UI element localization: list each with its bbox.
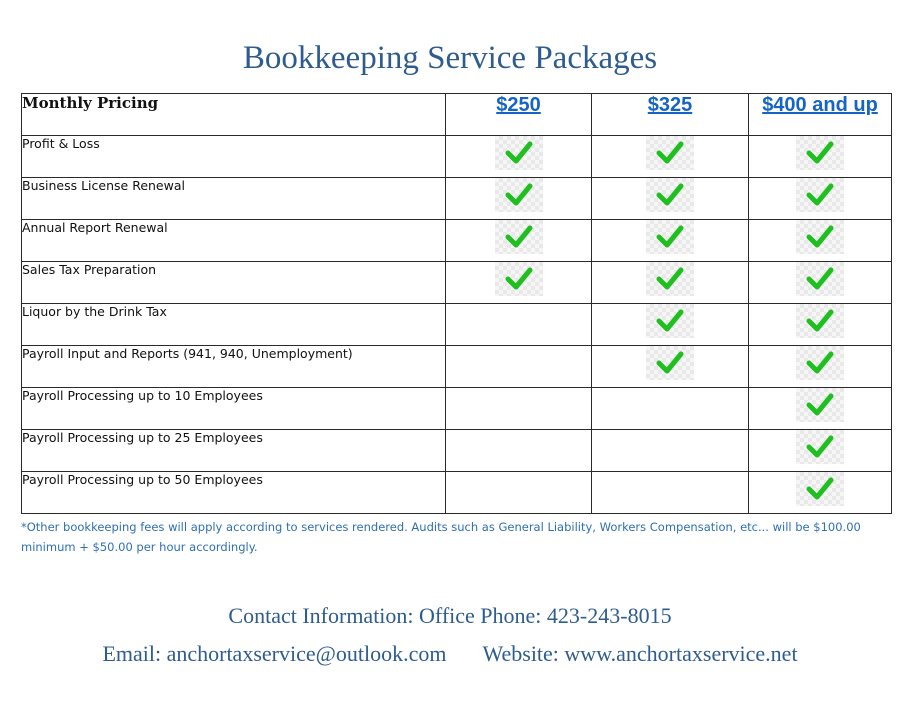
table-row (22, 388, 892, 430)
table-row (22, 346, 892, 388)
checkmark-icon (495, 262, 543, 296)
package-price-link[interactable]: $325 (647, 94, 693, 116)
package-cell (749, 388, 892, 430)
package-cell (592, 388, 749, 430)
table-row (22, 220, 892, 262)
package-cell (592, 430, 749, 472)
checkmark-icon (495, 220, 543, 254)
package-cell (749, 262, 892, 304)
checkmark-icon (646, 346, 694, 380)
package-cell (749, 472, 892, 514)
additional-fees-note: *Other bookkeeping fees will apply according to services rendered. Audits such as General Liability, Workers Compensation, etc... will be $100.00 minimum + $50.00 per hour accordingly. (21, 520, 861, 554)
package-cell (592, 346, 749, 388)
package-cell (446, 472, 592, 514)
checkmark-icon (796, 304, 844, 338)
checkmark-icon (796, 262, 844, 296)
service-label: Profit & Loss (22, 136, 446, 178)
package-cell (749, 136, 892, 178)
contact-phone-line: Contact Information: Office Phone: 423-243-8015 (228, 603, 672, 628)
table-row (22, 304, 892, 346)
contact-web-line (0, 641, 900, 667)
service-label: Payroll Processing up to 50 Employees (22, 472, 446, 514)
package-cell (592, 136, 749, 178)
package-cell (446, 136, 592, 178)
checkmark-icon (796, 346, 844, 380)
contact-email: Email: anchortaxservice@outlook.com (102, 641, 447, 666)
package-cell (446, 346, 592, 388)
checkmark-icon (796, 472, 844, 506)
package-cell (446, 304, 592, 346)
package-cell (446, 388, 592, 430)
monthly-pricing-header: Monthly Pricing (22, 94, 446, 136)
checkmark-icon (646, 262, 694, 296)
package-cell (592, 178, 749, 220)
table-row (22, 136, 892, 178)
table-row (22, 472, 892, 514)
checkmark-icon (646, 304, 694, 338)
contact-website: Website: www.anchortaxservice.net (482, 641, 798, 666)
package-cell (446, 220, 592, 262)
package-cell (446, 430, 592, 472)
table-row (22, 262, 892, 304)
service-label: Payroll Processing up to 25 Employees (22, 430, 446, 472)
checkmark-icon (796, 388, 844, 422)
package-cell (749, 304, 892, 346)
package-cell (446, 178, 592, 220)
package-header-250 (446, 94, 592, 136)
package-cell (749, 178, 892, 220)
table-row (22, 178, 892, 220)
service-label: Annual Report Renewal (22, 220, 446, 262)
service-label: Payroll Processing up to 10 Employees (22, 388, 446, 430)
package-price-link[interactable]: $250 (496, 94, 541, 116)
service-label: Liquor by the Drink Tax (22, 304, 446, 346)
package-header-325 (592, 94, 749, 136)
page-title: Bookkeeping Service Packages (242, 40, 658, 76)
package-cell (592, 304, 749, 346)
checkmark-icon (495, 136, 543, 170)
package-price-link[interactable]: $400 and up (762, 94, 878, 116)
package-cell (592, 472, 749, 514)
checkmark-icon (646, 136, 694, 170)
package-cell (446, 262, 592, 304)
package-cell (749, 346, 892, 388)
checkmark-icon (646, 178, 694, 212)
package-cell (592, 220, 749, 262)
pricing-table (21, 93, 892, 514)
package-cell (749, 220, 892, 262)
checkmark-icon (796, 220, 844, 254)
package-header-400 (749, 94, 892, 136)
package-cell (592, 262, 749, 304)
checkmark-icon (796, 430, 844, 464)
checkmark-icon (796, 178, 844, 212)
table-header-row (22, 94, 892, 136)
table-row (22, 430, 892, 472)
checkmark-icon (495, 178, 543, 212)
checkmark-icon (796, 136, 844, 170)
service-label: Payroll Input and Reports (941, 940, Unemployment) (22, 346, 446, 388)
service-label: Sales Tax Preparation (22, 262, 446, 304)
package-cell (749, 430, 892, 472)
service-label: Business License Renewal (22, 178, 446, 220)
checkmark-icon (646, 220, 694, 254)
